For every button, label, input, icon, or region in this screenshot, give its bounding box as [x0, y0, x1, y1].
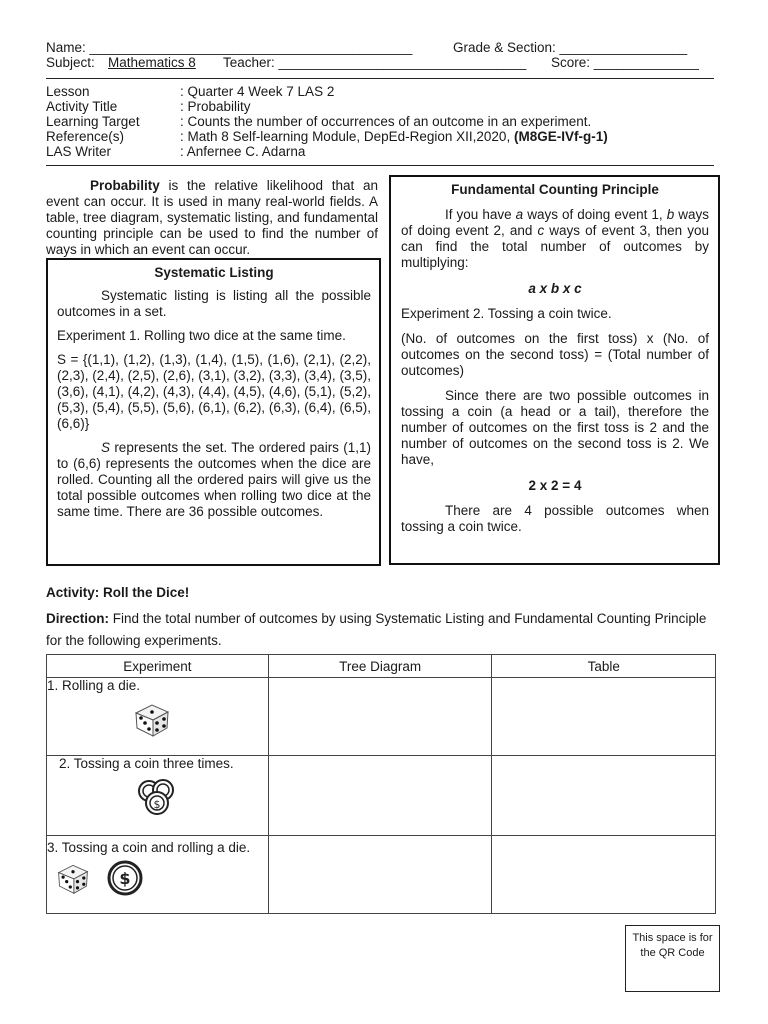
- score-field[interactable]: Score: ______________: [551, 55, 699, 70]
- reference-text: : Math 8 Self-learning Module, DepEd-Region XII,2020,: [180, 129, 511, 144]
- fcp-definition: [401, 207, 709, 271]
- meta-key: Activity Title: [46, 99, 118, 114]
- meta-key: Reference(s): [46, 129, 125, 144]
- experiment-2-text: Experiment 2. Tossing a coin twice.: [401, 306, 612, 321]
- fcp-conclusion: There are 4 possible outcomes when tossing a coin twice.: [401, 503, 709, 534]
- fcp-result: 2 x 2 = 4: [528, 478, 582, 493]
- table-cell[interactable]: [492, 836, 716, 914]
- systematic-explanation: [57, 440, 371, 520]
- column-header: Tree Diagram: [268, 655, 492, 678]
- fcp-title: Fundamental Counting Principle: [451, 182, 659, 197]
- fcp-box: [389, 175, 720, 565]
- direction-text: Find the total number of outcomes by using Systematic Listing and Fundamental Counting Principle for the following experiments.: [46, 611, 707, 648]
- tree-diagram-cell[interactable]: [268, 678, 492, 756]
- systematic-listing-box: [46, 258, 381, 566]
- activity-table: [46, 654, 716, 914]
- activity-title: Activity: Roll the Dice!: [46, 585, 190, 600]
- variable-a: a: [515, 207, 524, 222]
- dice-icon: [131, 699, 173, 739]
- fcp-def-part: ways of doing event 2, and: [401, 207, 709, 238]
- explanation-text: represents the set. The ordered pairs (1,1) to (6,6) represents the outcomes when the dice are rolled. Counting all the ordered pairs will give us the total possible outcomes when rolling two dice at the same time. There are 36 possible outcomes.: [57, 440, 371, 519]
- competency-code: (M8GE-IVf-g-1): [513, 129, 608, 144]
- sample-space-set: S = {(1,1), (1,2), (1,3), (1,4), (1,5), (1,6), (2,1), (2,2), (2,3), (2,4), (2,5), (2,6), (3,1), (3,2), (3,3), (3,4), (3,5), (3,6), (4,1), (4,2), (4,3), (4,4), (4,5), (4,6), (5,1), (5,2), (5,3), (5,4), (5,5), (5,6), (6,1), (6,2), (6,3), (6,4), (6,5), (6,6)}: [57, 352, 371, 431]
- coins-icon: [135, 777, 179, 817]
- meta-value: : Anfernee C. Adarna: [180, 144, 306, 159]
- set-variable: S: [101, 440, 111, 455]
- direction-label: Direction:: [46, 611, 110, 626]
- systematic-title: Systematic Listing: [154, 265, 274, 280]
- experiment-label: 3. Tossing a coin and rolling a die.: [47, 840, 251, 855]
- experiment-cell: [47, 836, 269, 914]
- svg-text:$: $: [153, 798, 161, 811]
- svg-text:$: $: [119, 869, 131, 888]
- fcp-explanation: Since there are two possible outcomes in tossing a coin (a head or a tail), therefore the number of outcomes on the first toss is 2 and the number of outcomes on the second toss is 2. We have,: [401, 388, 709, 467]
- experiment-label: 2. Tossing a coin three times.: [59, 756, 234, 771]
- fcp-equation: (No. of outcomes on the first toss) x (No. of outcomes on the second toss) = (Total number of outcomes): [401, 331, 709, 378]
- table-row: [47, 756, 716, 836]
- table-row: [47, 836, 716, 914]
- variable-b: b: [666, 207, 675, 222]
- table-row: [47, 678, 716, 756]
- tree-diagram-cell[interactable]: [268, 836, 492, 914]
- experiment-1-text: Experiment 1. Rolling two dice at the same time.: [57, 328, 346, 343]
- systematic-definition: Systematic listing is listing all the possible outcomes in a set.: [57, 288, 371, 319]
- qr-code-placeholder: This space is for the QR Code: [625, 925, 720, 992]
- column-header: Table: [492, 655, 716, 678]
- meta-value: [180, 129, 608, 144]
- meta-value: : Probability: [180, 99, 251, 114]
- subject-value: Mathematics 8: [108, 55, 196, 70]
- experiment-cell: [47, 678, 269, 756]
- dice-icon: [53, 860, 93, 896]
- icon-group: [53, 860, 145, 896]
- fcp-def-part: ways of doing event 1,: [523, 207, 667, 222]
- fcp-formula: a x b x c: [528, 281, 582, 296]
- experiment-label: 1. Rolling a die.: [47, 678, 141, 693]
- activity-direction: [46, 608, 722, 652]
- fcp-def-part: ways of event 3, then you can find the total number of outcomes by multiplying:: [401, 223, 709, 270]
- meta-value: : Counts the number of occurrences of an outcome in an experiment.: [180, 114, 592, 129]
- dollar-coin-icon: [105, 860, 145, 896]
- column-header: Experiment: [47, 655, 269, 678]
- grade-section-field[interactable]: Grade & Section: _________________: [453, 40, 688, 55]
- variable-c: c: [537, 223, 545, 238]
- table-cell[interactable]: [492, 678, 716, 756]
- meta-key: Learning Target: [46, 114, 140, 129]
- tree-diagram-cell[interactable]: [268, 756, 492, 836]
- meta-key: Lesson: [46, 84, 90, 99]
- subject-label: Subject:: [46, 55, 95, 70]
- meta-divider: [46, 165, 714, 166]
- table-cell[interactable]: [492, 756, 716, 836]
- probability-term: Probability: [90, 178, 160, 193]
- header-divider: [46, 78, 714, 79]
- table-header-row: [47, 655, 716, 678]
- meta-key: LAS Writer: [46, 144, 112, 159]
- fcp-def-part: If you have: [445, 207, 516, 222]
- intro-paragraph: [46, 178, 378, 258]
- experiment-cell: [47, 756, 269, 836]
- meta-value: : Quarter 4 Week 7 LAS 2: [180, 84, 335, 99]
- intro-text: is the relative likelihood that an event can occur. It is used in many real-world fields. A table, tree diagram, systematic listing, and fundamental counting principle can be used to find the number of ways in which an event can occur.: [46, 178, 378, 257]
- teacher-field[interactable]: Teacher: _________________________________: [223, 55, 527, 70]
- name-field[interactable]: Name: ___________________________________________: [46, 40, 413, 55]
